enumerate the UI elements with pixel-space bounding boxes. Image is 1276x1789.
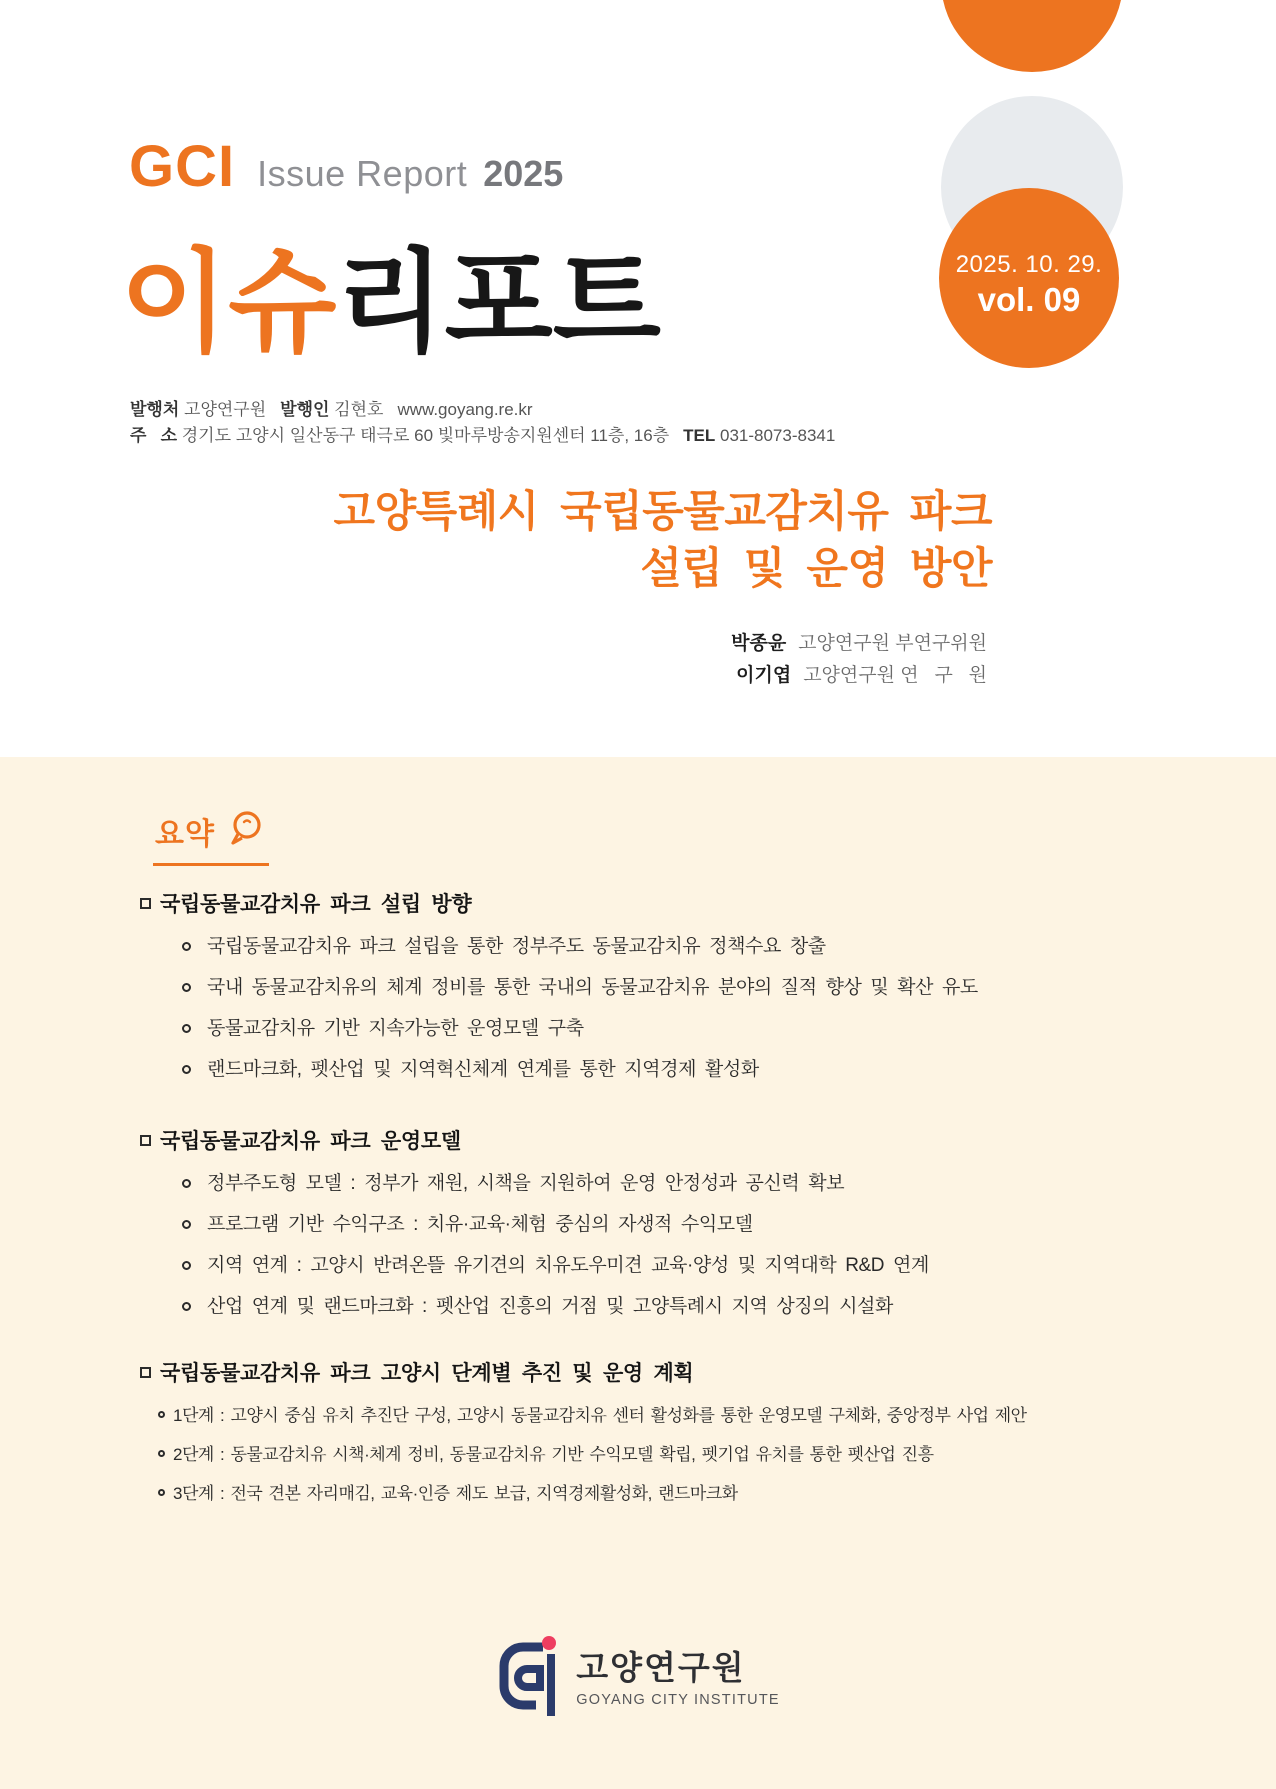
item-text: 산업 연계 및 랜드마크화 : 펫산업 진흥의 거점 및 고양특례시 지역 상징의 시설화	[207, 1296, 893, 1317]
address-label: 주 소	[130, 426, 178, 445]
list-item	[182, 935, 1230, 959]
item-text: 1단계 : 고양시 중심 유치 추진단 구성, 고양시 동물교감치유 센터 활성화를 통한 운영모델 구체화, 중앙정부 사업 제안	[173, 1406, 1027, 1425]
circle-bullet-icon	[182, 983, 191, 992]
tel-number: 031-8073-8341	[719, 426, 836, 445]
address-text: 경기도 고양시 일산동구 태극로 60 빛마루방송지원센터 11층, 16층	[181, 426, 670, 445]
institute-name-english: GOYANG CITY INSTITUTE	[576, 1691, 780, 1708]
publisher-label: 발행처	[130, 400, 180, 419]
issue-report-label: Issue Report	[257, 153, 468, 194]
report-title-line2: 설립 및 운영 방안	[640, 545, 992, 593]
circle-bullet-icon	[182, 1024, 191, 1033]
editor-name: 김현호	[334, 400, 384, 419]
section-title: 국립동물교감치유 파크 운영모델	[160, 1130, 461, 1153]
item-text: 랜드마크화, 펫산업 및 지역혁신체계 연계를 통한 지역경제 활성화	[207, 1059, 759, 1080]
list-item	[182, 1254, 1230, 1278]
summary-section-phased-plan	[140, 1357, 1230, 1521]
author-name: 박종윤	[731, 633, 787, 654]
circle-bullet-icon	[158, 1411, 165, 1418]
square-bullet-icon	[140, 898, 151, 909]
deco-circle-top-orange	[941, 0, 1123, 72]
item-text: 국립동물교감치유 파크 설립을 통한 정부주도 동물교감치유 정책수요 창출	[207, 936, 826, 957]
author-row	[731, 660, 987, 692]
section-title-row	[140, 1125, 1230, 1155]
circle-bullet-icon	[158, 1450, 165, 1457]
list-item	[158, 1482, 1230, 1506]
list-item	[182, 1213, 1230, 1237]
summary-section-establishment	[140, 888, 1230, 1099]
circle-bullet-icon	[158, 1489, 165, 1496]
masthead-black-part: 리포트	[336, 240, 661, 365]
list-item	[182, 976, 1230, 1000]
circle-bullet-icon	[182, 1179, 191, 1188]
section-title: 국립동물교감치유 파크 설립 방향	[160, 893, 472, 916]
editor-label: 발행인	[280, 400, 330, 419]
summary-heading	[153, 809, 269, 866]
institute-name-korean: 고양연구원	[576, 1648, 746, 1686]
report-title-line1: 고양특례시 국립동물교감치유 파크	[333, 488, 992, 536]
institute-logo	[0, 1634, 1276, 1721]
brand-line	[129, 133, 563, 200]
list-item	[182, 1017, 1230, 1041]
issue-date-circle	[939, 188, 1119, 368]
circle-bullet-icon	[182, 1065, 191, 1074]
item-text: 지역 연계 : 고양시 반려온뜰 유기견의 치유도우미견 교육·양성 및 지역대학 R&D 연계	[207, 1255, 929, 1276]
author-affiliation: 고양연구원 연 구 원	[803, 665, 987, 686]
square-bullet-icon	[140, 1135, 151, 1146]
website-text: www.goyang.re.kr	[397, 400, 533, 419]
author-affiliation: 고양연구원 부연구위원	[798, 633, 987, 654]
item-text: 2단계 : 동물교감치유 시책·체계 정비, 동물교감치유 기반 수익모델 확립, 펫기업 유치를 통한 펫산업 진흥	[173, 1445, 934, 1464]
list-item	[158, 1443, 1230, 1467]
list-item	[158, 1404, 1230, 1428]
author-name: 이기엽	[736, 665, 792, 686]
list-item	[182, 1295, 1230, 1319]
section-title: 국립동물교감치유 파크 고양시 단계별 추진 및 운영 계획	[160, 1362, 694, 1385]
brand-year: 2025	[483, 153, 564, 194]
publisher-info	[130, 397, 835, 449]
address-row	[130, 423, 835, 449]
report-title	[334, 484, 992, 598]
item-text: 국내 동물교감치유의 체계 정비를 통한 국내의 동물교감치유 분야의 질적 향상 및 확산 유도	[207, 977, 978, 998]
section-title-row	[140, 1357, 1230, 1387]
summary-heading-label: 요약	[155, 818, 215, 851]
tel-label: TEL	[683, 426, 716, 445]
idea-bulb-icon	[227, 810, 263, 853]
issue-volume: vol. 09	[977, 281, 1081, 318]
institute-names	[576, 1648, 780, 1708]
gci-mark-icon	[496, 1634, 558, 1721]
section-title-row	[140, 888, 1230, 918]
publisher-name: 고양연구원	[184, 400, 267, 419]
item-text: 정부주도형 모델 : 정부가 재원, 시책을 지원하여 운영 안정성과 공신력 확보	[207, 1173, 845, 1194]
square-bullet-icon	[140, 1367, 151, 1378]
issue-date: 2025. 10. 29.	[955, 251, 1103, 278]
gci-logo-text: GCI	[129, 134, 236, 199]
masthead-title	[120, 240, 661, 365]
circle-bullet-icon	[182, 1302, 191, 1311]
summary-section-operation-model	[140, 1125, 1230, 1336]
item-text: 3단계 : 전국 견본 자리매김, 교육·인증 제도 보급, 지역경제활성화, 랜드마크화	[173, 1484, 738, 1503]
circle-bullet-icon	[182, 942, 191, 951]
item-text: 동물교감치유 기반 지속가능한 운영모델 구축	[207, 1018, 584, 1039]
authors-block	[731, 628, 987, 692]
list-item	[182, 1058, 1230, 1082]
author-row	[731, 628, 987, 660]
item-text: 프로그램 기반 수익구조 : 치유·교육·체험 중심의 자생적 수익모델	[207, 1214, 753, 1235]
circle-bullet-icon	[182, 1261, 191, 1270]
circle-bullet-icon	[182, 1220, 191, 1229]
list-item	[182, 1172, 1230, 1196]
masthead-orange-part: 이슈	[120, 240, 337, 365]
publisher-row	[130, 397, 835, 423]
